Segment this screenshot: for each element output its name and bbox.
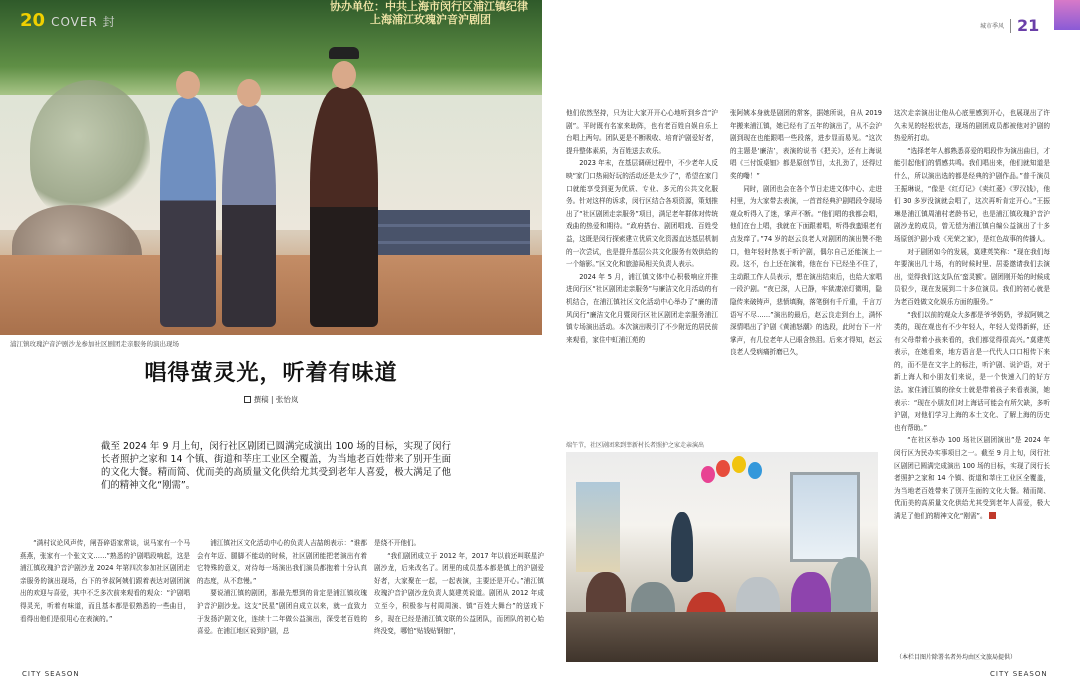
- byline-label: 撰稿: [253, 395, 269, 404]
- byline: 撰稿 | 张怡岚: [0, 394, 542, 405]
- paragraph: 张阿姨本身就是剧团的常客，据她所说，自从 2019 年搬来浦江镇，她已经有了五年的演出了，从不会沪剧到现在也能跟唱一些段落，进步显而易见。“这次的主题是‘廉洁’，表演的说书《把关》，还有上海说唱《三付饭桌钿》都是原创节目，太扎劲了，还得过奖的嘞！”: [730, 109, 882, 180]
- performer-2: [222, 105, 276, 327]
- balloon: [716, 460, 730, 477]
- paragraph: 对于剧团如今的发展，莫建英笑称：“现在我们每年要演出几十场，有的时候时里、居委邀请我们去演出，觉得我们这支队伍‘蛮灵额’。剧团刚开始的时候成员很少，现在发展到二十多位演员。我们的初心就是为老百姓做文化娱乐方面的服务。”: [894, 247, 1050, 306]
- byline-author: 张怡岚: [275, 395, 299, 404]
- left-column-3: [374, 537, 544, 667]
- photo2-window: [790, 472, 860, 562]
- right-column-3: [894, 107, 1050, 657]
- article-lede: 截至 2024 年 9 月上旬，闵行社区剧团已圆满完成演出 100 场的目标，实现了闵行长者照护之家和 14 个镇、街道和莘庄工业区全覆盖，为当地老百姓带来了别开生面的文化大餐。精而简、优而美的高质量文化供给尤其受到老年人喜爱，极大满足了他们的精神文化“刚需”。: [101, 441, 451, 491]
- right-column-1: [566, 107, 718, 425]
- second-photo: [566, 452, 878, 662]
- photo-credit-text: （本栏目图片除署名者外均由区文旅局提供）: [896, 654, 1017, 661]
- organizer-line-1: 协办单位：中共上海市闵行区浦江镇纪律: [330, 0, 528, 13]
- paragraph: 要说浦江镇的剧团，那最先想到的肯定是浦江镇玫瑰沪音沪剧沙龙。这支“民星”剧团自成立以来，就一直致力于发扬沪剧文化，连续十二年做公益演出，深受老百姓的喜爱。在浦江地区说到沪剧，总: [197, 589, 367, 636]
- right-page-header: [980, 16, 1039, 35]
- performer-1: [160, 97, 216, 327]
- left-column-2: [197, 537, 367, 667]
- page-number-left: 20: [20, 10, 46, 31]
- left-column-1: [20, 537, 190, 667]
- paragraph: “我们以前的观众大多都是爷爷奶奶，爷叔阿姨之类的，现在观也有不少年轻人，年轻人觉得新鲜，还有父母带着小孩来看的，我们都觉得很高兴。”莫建英表示，在她看来，地方语言是一代代人口口相传下来的，而不是在文字上的标注，听沪剧、说沪语，对于新上海人和小朋友们来说，是一个快速入门的好方法。家住浦江镇的徐女士就是带着孩子来看表演，她表示：“现在小朋友们对上海话可能会有所欠缺，多听沪剧，对他们学习上海的本土文化、了解上海的历史也有帮助。”: [894, 310, 1050, 432]
- footer-right: CITY SEASON: [990, 670, 1048, 678]
- hero-bonsai-tree: [30, 80, 150, 220]
- paragraph: “选择老年人都熟悉喜爱的唱段作为演出曲目，才能引起他们的情感共鸣。我们唱出来，他们就知道是什么，所以演出选的都是经典的沪剧作品。”普千演员王振琳说，“像是《红灯记》《卖红菱》《罗汉钱》，他们 30 多岁没演就会唱了，这次再听肯定开心。”王振琳是浦江镇周浦村老龄书记，也是浦江镇玫瑰沪音沪剧沙龙的成员，曾无偿为浦江镇自编公益演出了十多场原创沪剧小戏《光荣之家》，是红色故事的传播人。: [894, 146, 1050, 243]
- section-label-right: 城市季风: [980, 23, 1005, 30]
- hero-photo-caption: 浦江镇玫瑰沪音沪剧沙龙参加社区剧团走亲服务的演出现场: [10, 340, 179, 348]
- organizer-banner: [330, 0, 528, 26]
- photo2-foreground: [566, 612, 878, 662]
- article-end-mark-icon: [989, 512, 996, 519]
- organizer-line-2: 上海浦江玫瑰沪音沪剧团: [370, 13, 491, 26]
- balloon: [701, 466, 715, 483]
- paragraph: “满村议论风声传，闸吾碎语家常谈，说马家有一个马燕燕，张家有一个张文文……”熟悉的沪剧唱段响起，这是浦江镇玫瑰沪音沪剧沙龙 2024 年第四次参加社区剧团走亲服务的演出现场，台下的爷叔阿姨们跟着表达对剧团演出的欢迎与喜爱，其中不乏多次前来观看的观众：“沪剧唱得灵光，听着有味道，而且基本都是很熟悉的一些曲目，看得出他们是很用心在表演的。”: [20, 539, 190, 623]
- article-headline: 唱得萤灵光，听着有味道: [144, 360, 398, 386]
- photo2-wall-poster: [576, 482, 620, 572]
- balloon: [748, 462, 762, 479]
- paragraph: 2023 年末，在基层调研过程中，不少老年人反映“家门口热闹好玩的活动还是太少了”，希望在家门口就能享受到更为优质、专业、多元的公共文化服务。针对这样的诉求，闵行区结合各项资源，策划推出了“社区剧团走亲服务”项目，满足老年群体对传统戏曲的热爱和期待。“政府搭台、剧团唱戏、百姓受益，这既是闵行探索建立优质文化资源直达基层机制的一次尝试，也是提升基层公共文化服务有效供给的一个缩影。”区文化和旅游局相关负责人表示。: [566, 159, 718, 269]
- page-number-right: 21: [1017, 16, 1040, 35]
- paragraph: 是绕不开他们。: [374, 539, 421, 547]
- right-column-2: [730, 107, 882, 425]
- paragraph: “我们剧团成立于 2012 年，2017 年以前还叫联星沪剧沙龙，后来改名了。团里的成员基本都是镇上的沪剧爱好者，大家聚在一起，一起表演，主要还是开心。”浦江镇玫瑰沪音沪剧沙龙负责人莫建英说道。剧团从 2012 年成立至今，积极参与村周周演、镇“百姓大舞台”的送戏下乡，现在已经是浦江镇文联的公益团队，而团队的初心始终没变，哪怕“贴钱贴钢钿”，: [374, 551, 544, 636]
- closing-paragraph-text: “在社区举办 100 场社区剧团演出”是 2024 年闵行区为民办实事项目之一。截至 9 月上旬，闵行社区剧团已圆满完成演出 100 场的目标，实现了闵行长者照护之家和 14 个镇、街道和莘庄工业区全覆盖，为当地老百姓带来了别开生面的文化大餐。精而简、优而美的高质量文化供给尤其受到老年人喜爱，极大满足了他们的精神文化“刚需”。: [894, 436, 1050, 520]
- paragraph: [894, 434, 1050, 522]
- paragraph: 他们依然坚持，只为让大家开开心心地听到乡音“沪剧”。平时既有名家来助阵，也有老百姓自娱自乐上台唱上两句。团队更是不断吸收、培育沪剧爱好者，提升整体素质，为百姓送去欢乐。: [566, 109, 718, 155]
- pen-icon: [244, 396, 251, 403]
- paragraph: 浦江镇社区文化活动中心的负责人吉喆朗表示：“谁都会有年迈、腿脚不能动的时候，社区剧团能把老演出有着它特殊的意义，对待每一场演出我们演员都抱着十分认真的态度，从不怠慢。”: [197, 539, 367, 585]
- footer-left: CITY SEASON: [22, 670, 80, 678]
- left-page-header: [20, 10, 116, 31]
- paragraph: 2024 年 5 月，浦江镇文体中心积极响应并推进闵行区“社区剧团走亲服务”与廉洁文化月活动的有机结合，在浦江镇社区文化活动中心举办了“廉的清风闵行”廉洁文化月暨闵行区社区剧团走亲服务浦江镇专场演出活动。本次演出吸引了不少附近的居民前来观看，家住中虹浦江苑的: [566, 272, 718, 344]
- hero-photo: [0, 0, 542, 335]
- paragraph: 这次走亲演出让他从心底里感到开心，也展现出了许久未见的轻松状态，现场的剧团成员都被他对沪剧的热爱所打动。: [894, 109, 1050, 143]
- section-label-left: COVER 封: [51, 15, 116, 29]
- page-edge-tab-right: [1054, 0, 1080, 30]
- photo-credit: [896, 652, 1056, 666]
- performer-3: [310, 87, 378, 327]
- second-photo-caption: 端午节，社区剧团来到莘新村长者照护之家走亲演出: [566, 442, 705, 449]
- paragraph: 同时，剧团也会在各个节日走进文体中心、走进村里，为大家带去表演，一首首经典沪剧唱段令现场观众听得入了迷，掌声不断。“他们唱的我都会唱，他们在台上唱，我就在下面跟着唱，听得我蛮眼老有点发痒了。”74 岁的赵云良老人对剧团的演出赞不绝口，他年轻时热衷于听沪剧，偶尔自己还能演上一段。这不，台上还在演着，他在台下已经坐不住了，主动跟工作人员表示，想在演出结束后，也给大家唱一段沪剧。“夜已深，人已静，牢狱凄凉灯微明，隐隐传来破铸声，悲愤填胸，落笔倒有千斤重，千言万语写不尽……”演出的最后，赵云良走到台上，满怀深情唱出了沪剧《黄浦怒潮》的选段，此时台下一片掌声，有几位老年人已眼含热泪。后来才得知，赵云良老人受病痛折磨已久，: [730, 184, 882, 357]
- hero-stage-steps: [360, 210, 530, 260]
- balloon: [732, 456, 746, 473]
- audience-member: [831, 557, 871, 617]
- header-divider: [1010, 19, 1011, 33]
- performer-figure: [671, 512, 693, 582]
